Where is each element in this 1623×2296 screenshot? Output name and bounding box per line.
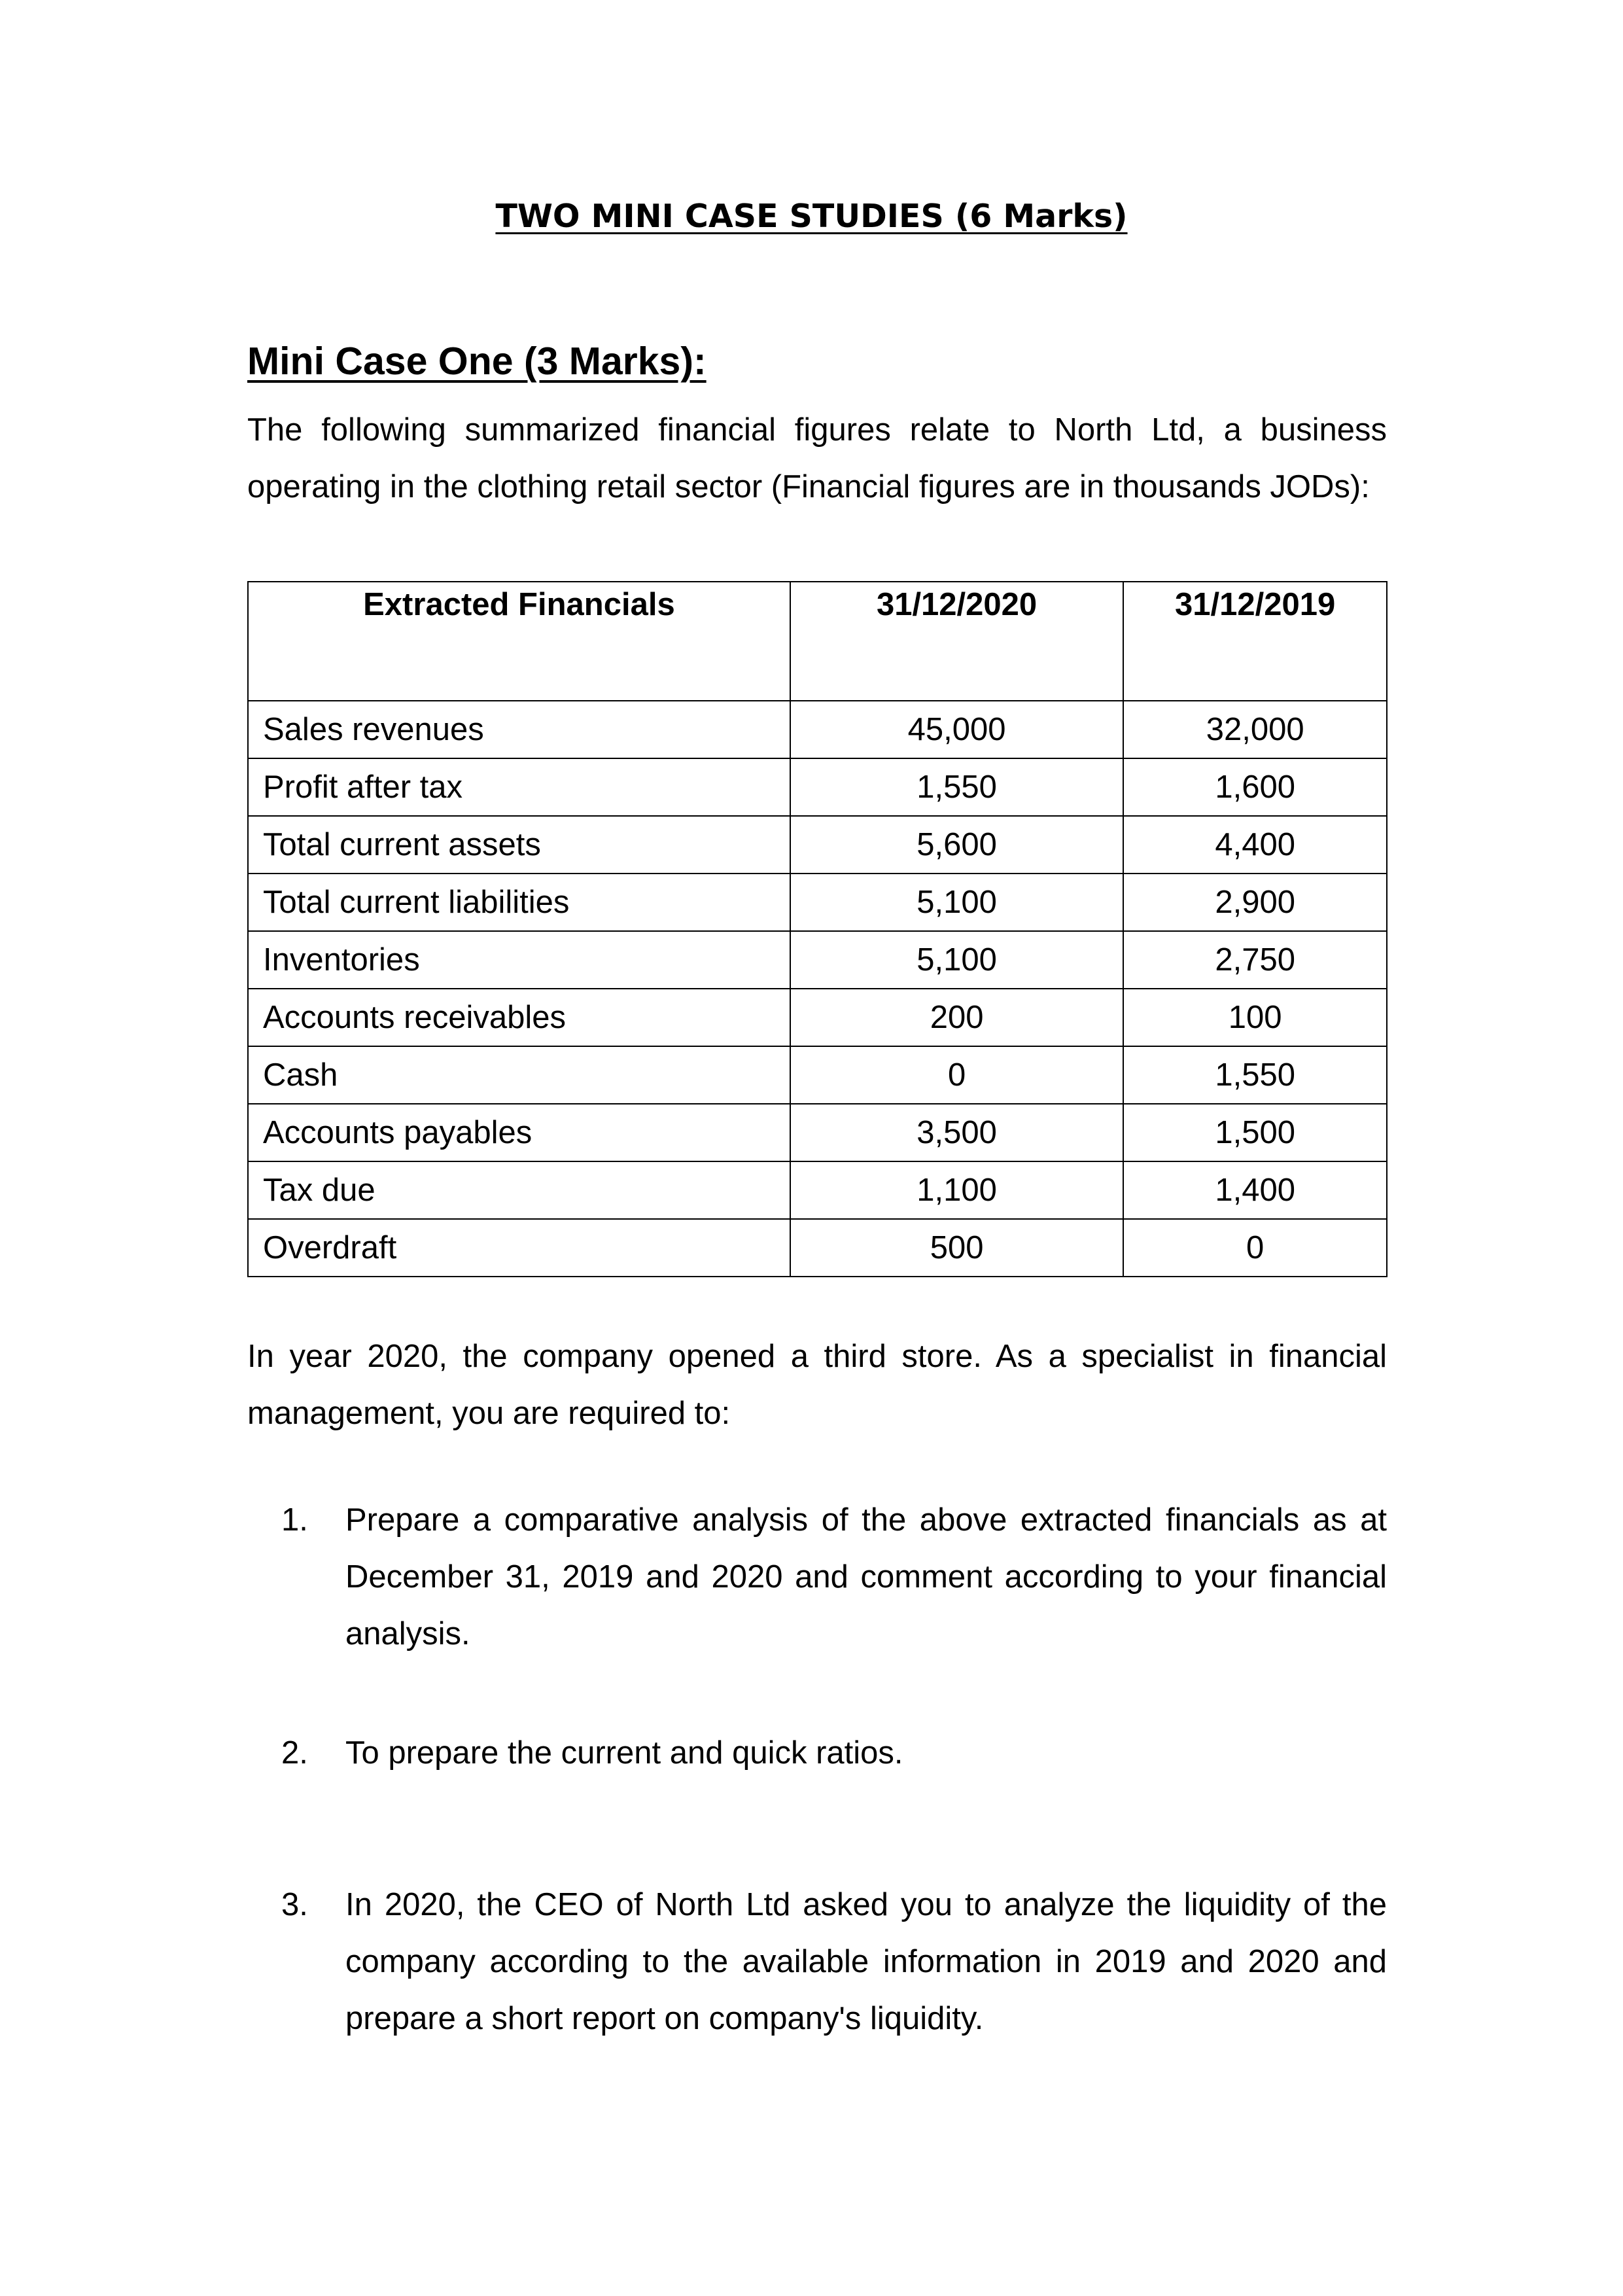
row-label: Total current liabilities	[248, 874, 790, 931]
table-row	[248, 1219, 1387, 1277]
table-row	[248, 931, 1387, 989]
value-2019: 100	[1123, 989, 1387, 1046]
list-item	[281, 1492, 1387, 1663]
value-2019: 1,400	[1123, 1161, 1387, 1219]
after-table-paragraph: In year 2020, the company opened a third store. As a specialist in financial management, you are required to:	[247, 1339, 1387, 1431]
row-label: Cash	[248, 1046, 790, 1104]
row-label: Inventories	[248, 931, 790, 989]
value-2020: 1,550	[790, 758, 1123, 816]
value-2020: 5,100	[790, 874, 1123, 931]
table-row	[248, 816, 1387, 874]
value-2020: 500	[790, 1219, 1123, 1277]
value-2020: 1,100	[790, 1161, 1123, 1219]
table-row	[248, 989, 1387, 1046]
task-text: In 2020, the CEO of North Ltd asked you to analyze the liquidity of the company according to the available information in 2019 and 2020 and prepare a short report on company's liquidity.	[345, 1887, 1387, 2036]
value-2020: 5,600	[790, 816, 1123, 874]
list-item	[281, 1877, 1387, 2047]
table-row	[248, 1161, 1387, 1219]
value-2020: 45,000	[790, 701, 1123, 758]
value-2019: 0	[1123, 1219, 1387, 1277]
value-2020: 0	[790, 1046, 1123, 1104]
page-title: TWO MINI CASE STUDIES (6 Marks)	[495, 198, 1128, 235]
value-2020: 3,500	[790, 1104, 1123, 1161]
value-2020: 200	[790, 989, 1123, 1046]
row-label: Sales revenues	[248, 701, 790, 758]
task-text: To prepare the current and quick ratios.	[345, 1735, 903, 1771]
table-row	[248, 1046, 1387, 1104]
value-2019: 1,600	[1123, 758, 1387, 816]
value-2019: 1,550	[1123, 1046, 1387, 1104]
case-one-intro: The following summarized financial figures relate to North Ltd, a business operating in the clothing retail sector (Financial figures are in thousands JODs):	[247, 412, 1387, 504]
case-one-heading: Mini Case One (3 Marks):	[247, 340, 707, 383]
value-2019: 32,000	[1123, 701, 1387, 758]
value-2019: 4,400	[1123, 816, 1387, 874]
list-item	[281, 1725, 1387, 1782]
row-label: Overdraft	[248, 1219, 790, 1277]
table-row	[248, 874, 1387, 931]
value-2020: 5,100	[790, 931, 1123, 989]
table-header-row	[248, 582, 1387, 701]
task-number: 3.	[281, 1887, 308, 1922]
row-label: Total current assets	[248, 816, 790, 874]
row-label: Accounts payables	[248, 1104, 790, 1161]
task-number: 1.	[281, 1502, 308, 1538]
value-2019: 2,900	[1123, 874, 1387, 931]
table-row	[248, 1104, 1387, 1161]
header-item: Extracted Financials	[248, 582, 790, 701]
value-2019: 2,750	[1123, 931, 1387, 989]
task-number: 2.	[281, 1735, 308, 1771]
task-text: Prepare a comparative analysis of the above extracted financials as at December 31, 2019 and 2020 and comment according to your financial analysis.	[345, 1502, 1387, 1651]
table-row	[248, 701, 1387, 758]
table-row	[248, 758, 1387, 816]
header-2020: 31/12/2020	[790, 582, 1123, 701]
task-list	[281, 1492, 1387, 2047]
header-2019: 31/12/2019	[1123, 582, 1387, 701]
row-label: Tax due	[248, 1161, 790, 1219]
value-2019: 1,500	[1123, 1104, 1387, 1161]
row-label: Accounts receivables	[248, 989, 790, 1046]
row-label: Profit after tax	[248, 758, 790, 816]
financials-table	[247, 581, 1387, 1277]
